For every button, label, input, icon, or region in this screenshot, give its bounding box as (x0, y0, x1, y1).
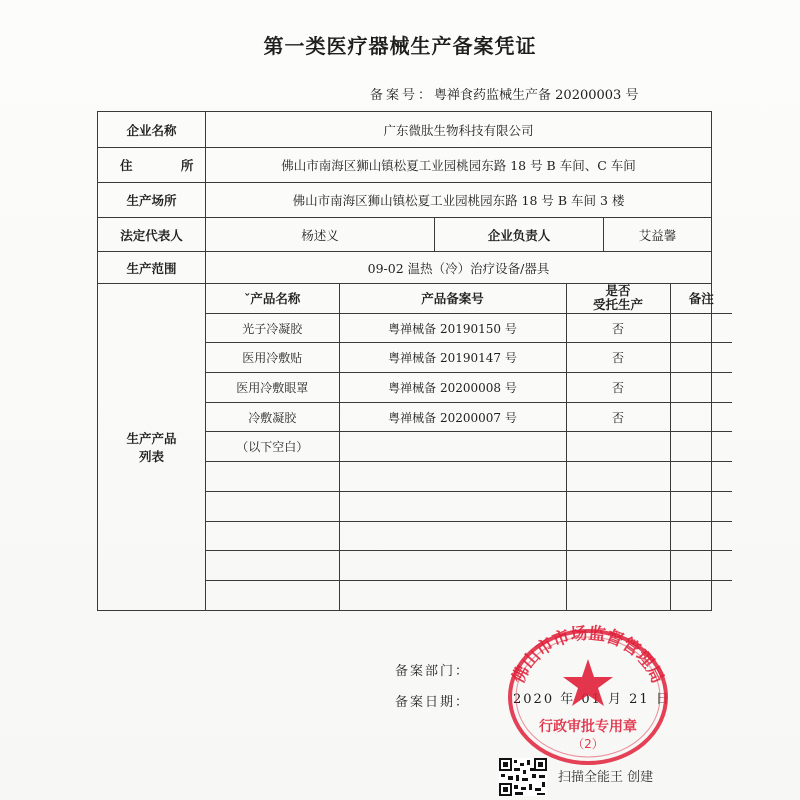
product-list-cell (206, 284, 712, 611)
official-seal (496, 617, 678, 767)
address-value: 佛山市南海区狮山镇松夏工业园桃园东路 18 号 B 车间、C 车间 (206, 148, 712, 183)
product-remark-cell (670, 402, 732, 432)
document-title: 第一类医疗器械生产备案凭证 (263, 34, 537, 58)
legal-representative-value: 杨述义 (206, 218, 435, 252)
product-record-cell: 粤禅械备 20190147 号 (339, 343, 566, 373)
product-record-cell: 粤禅械备 20200008 号 (339, 373, 566, 403)
product-entrusted-cell: 否 (566, 313, 670, 343)
product-remark-cell (670, 521, 732, 551)
product-entrusted-cell (566, 491, 670, 521)
product-list-label (98, 284, 206, 611)
product-row (206, 551, 732, 581)
production-scope-value: 09-02 温热（冷）治疗设备/器具 (206, 252, 712, 284)
seal-number: （2） (572, 737, 604, 751)
product-entrusted-cell: 否 (566, 373, 670, 403)
qr-code-icon (499, 758, 547, 796)
product-record-cell (339, 580, 566, 609)
product-entrusted-cell (566, 462, 670, 492)
record-table (97, 111, 712, 611)
column-remark: 备注 (670, 284, 732, 313)
product-row (206, 343, 732, 373)
record-number (370, 84, 638, 103)
product-record-cell: 粤禅械备 20200007 号 (339, 402, 566, 432)
production-site-label: 生产场所 (98, 183, 206, 218)
legal-representative-label: 法定代表人 (98, 218, 206, 252)
product-entrusted-cell: 否 (566, 402, 670, 432)
product-row (206, 373, 732, 403)
product-row (206, 491, 732, 521)
product-remark-cell (670, 432, 732, 462)
product-remark-cell (670, 462, 732, 492)
column-product-name: ˇ产品名称 (206, 284, 339, 313)
product-list-label-line1: 生产产品 (126, 430, 177, 446)
seal-ring-text: 佛山市市场监督管理局 (508, 623, 668, 687)
product-name-cell: （以下空白） (206, 432, 339, 462)
product-name-cell (206, 521, 339, 551)
record-number-label: 备案号： (370, 88, 435, 103)
seal-star-icon (563, 659, 613, 706)
product-name-cell (206, 580, 339, 609)
production-scope-label: 生产范围 (98, 252, 206, 284)
product-entrusted-cell (566, 580, 670, 609)
product-name-cell (206, 462, 339, 492)
product-table (206, 284, 732, 610)
product-list-label-line2: 列表 (138, 448, 164, 464)
scanner-watermark: 扫描全能王 创建 (558, 770, 654, 785)
department-label: 备案部门： (395, 664, 471, 679)
product-row (206, 402, 732, 432)
record-number-value: 粤禅食药监械生产备 20200003 号 (434, 88, 639, 103)
company-name-value: 广东微肽生物科技有限公司 (206, 112, 712, 148)
column-entrusted-line1: 是否 (605, 283, 631, 299)
product-name-cell: 医用冷敷贴 (206, 343, 339, 373)
product-record-cell (339, 462, 566, 492)
product-remark-cell (670, 313, 732, 343)
company-name-label: 企业名称 (98, 112, 206, 148)
principal-value: 艾益馨 (604, 218, 712, 252)
product-record-cell (339, 521, 566, 551)
product-remark-cell (670, 580, 732, 609)
column-entrusted-line2: 受托生产 (592, 297, 643, 313)
column-record-number: 产品备案号 (339, 284, 566, 313)
product-header-row (206, 284, 732, 313)
product-record-cell: 粤禅械备 20190150 号 (339, 313, 566, 343)
product-name-cell: 冷敷凝胶 (206, 402, 339, 432)
address-label: 住 所 (98, 148, 206, 183)
date-label: 备案日期： (395, 695, 471, 710)
product-record-cell (339, 551, 566, 581)
product-record-cell (339, 432, 566, 462)
product-entrusted-cell (566, 432, 670, 462)
product-row (206, 313, 732, 343)
record-date: 2020 年 01 月 21 日 (513, 692, 671, 707)
product-row (206, 521, 732, 551)
product-row (206, 462, 732, 492)
product-row (206, 432, 732, 462)
product-name-cell: 光子冷凝胶 (206, 313, 339, 343)
product-entrusted-cell (566, 551, 670, 581)
product-remark-cell (670, 343, 732, 373)
production-site-value: 佛山市南海区狮山镇松夏工业园桃园东路 18 号 B 车间 3 楼 (206, 183, 712, 218)
product-record-cell (339, 491, 566, 521)
principal-label: 企业负责人 (435, 218, 604, 252)
product-name-cell: 医用冷敷眼罩 (206, 373, 339, 403)
product-remark-cell (670, 551, 732, 581)
column-entrusted (566, 284, 670, 313)
product-entrusted-cell: 否 (566, 343, 670, 373)
product-row (206, 580, 732, 609)
product-remark-cell (670, 491, 732, 521)
product-name-cell (206, 491, 339, 521)
product-entrusted-cell (566, 521, 670, 551)
product-name-cell (206, 551, 339, 581)
product-remark-cell (670, 373, 732, 403)
seal-inner-text: 行政审批专用章 (539, 719, 637, 735)
